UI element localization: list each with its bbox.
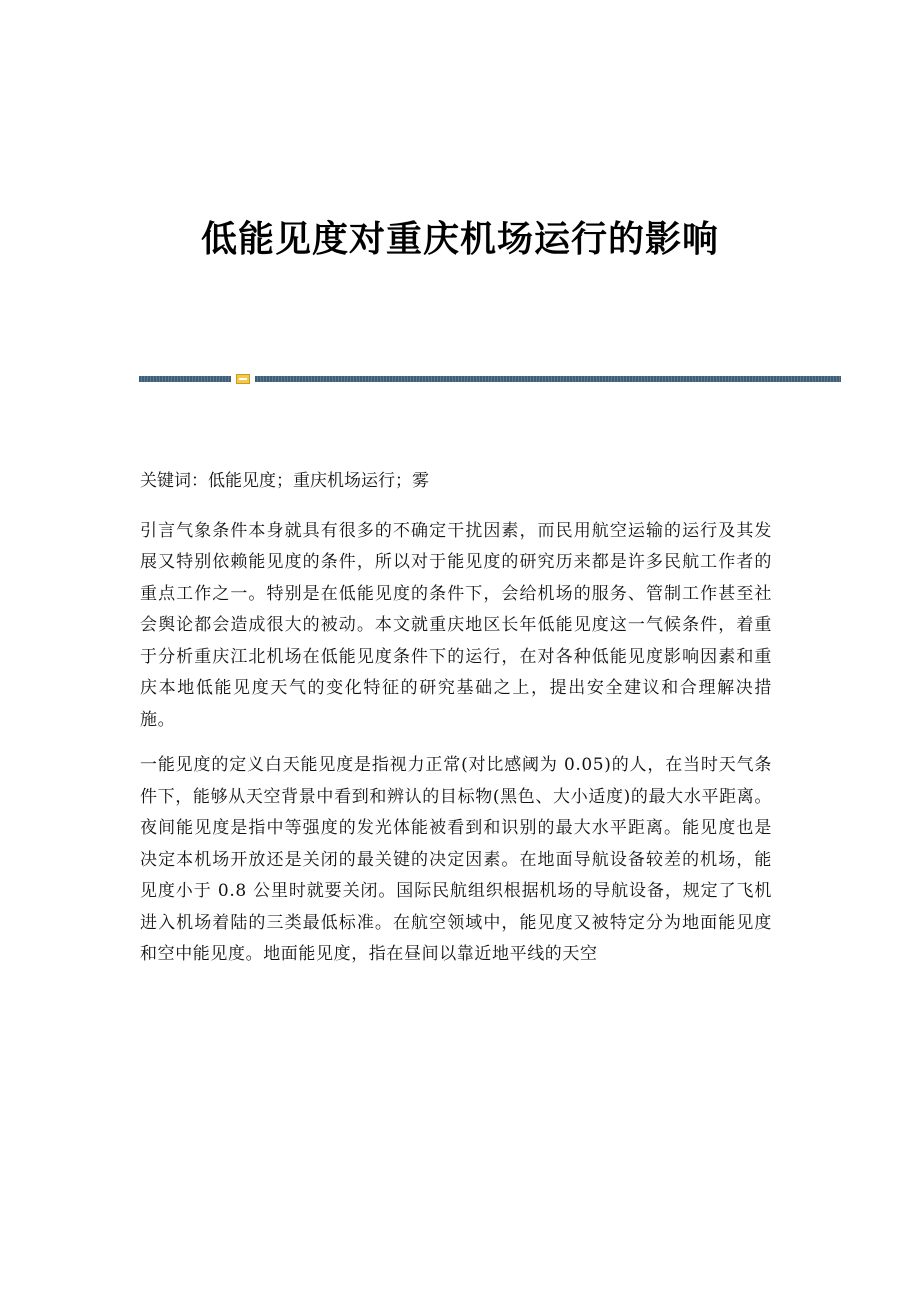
keywords-line: 关键词：低能见度；重庆机场运行；雾 bbox=[140, 471, 429, 491]
paragraph-introduction: 引言气象条件本身就具有很多的不确定干扰因素，而民用航空运输的运行及其发展又特别依赖能见度的条件，所以对于能见度的研究历来都是许多民航工作者的重点工作之一。特别是在低能见度的条件下，会给机场的服务、管制工作甚至社会舆论都会造成很大的被动。本文就重庆地区长年低能见度这一气候条件，着重于分析重庆江北机场在低能见度条件下的运行，在对各种低能见度影响因素和重庆本地低能见度天气的变化特征的研究基础之上，提出安全建议和合理解决措施。 bbox=[140, 520, 772, 730]
paragraph-visibility-definition: 一能见度的定义白天能见度是指视力正常(对比感阈为 0.05)的人，在当时天气条件下，能够从天空背景中看到和辨认的目标物(黑色、大小适度)的最大水平距离。夜间能见度是指中等强度的发光体能被看到和识别的最大水平距离。能见度也是决定本机场开放还是关闭的最关键的决定因素。在地面导航设备较差的机场，能见度小于 0.8 公里时就要关闭。国际民航组织根据机场的导航设备，规定了飞机进入机场着陆的三类最低标准。在航空领域中，能见度又被特定分为地面能见度和空中能见度。地面能见度，指在昼间以靠近地平线的天空 bbox=[140, 755, 772, 964]
document-body bbox=[140, 466, 772, 985]
title-divider bbox=[139, 374, 841, 384]
document-title: 低能见度对重庆机场运行的影响 bbox=[200, 219, 719, 260]
envelope-icon bbox=[236, 374, 250, 384]
divider-bar-right bbox=[255, 376, 841, 382]
divider-bar-left bbox=[139, 376, 231, 382]
